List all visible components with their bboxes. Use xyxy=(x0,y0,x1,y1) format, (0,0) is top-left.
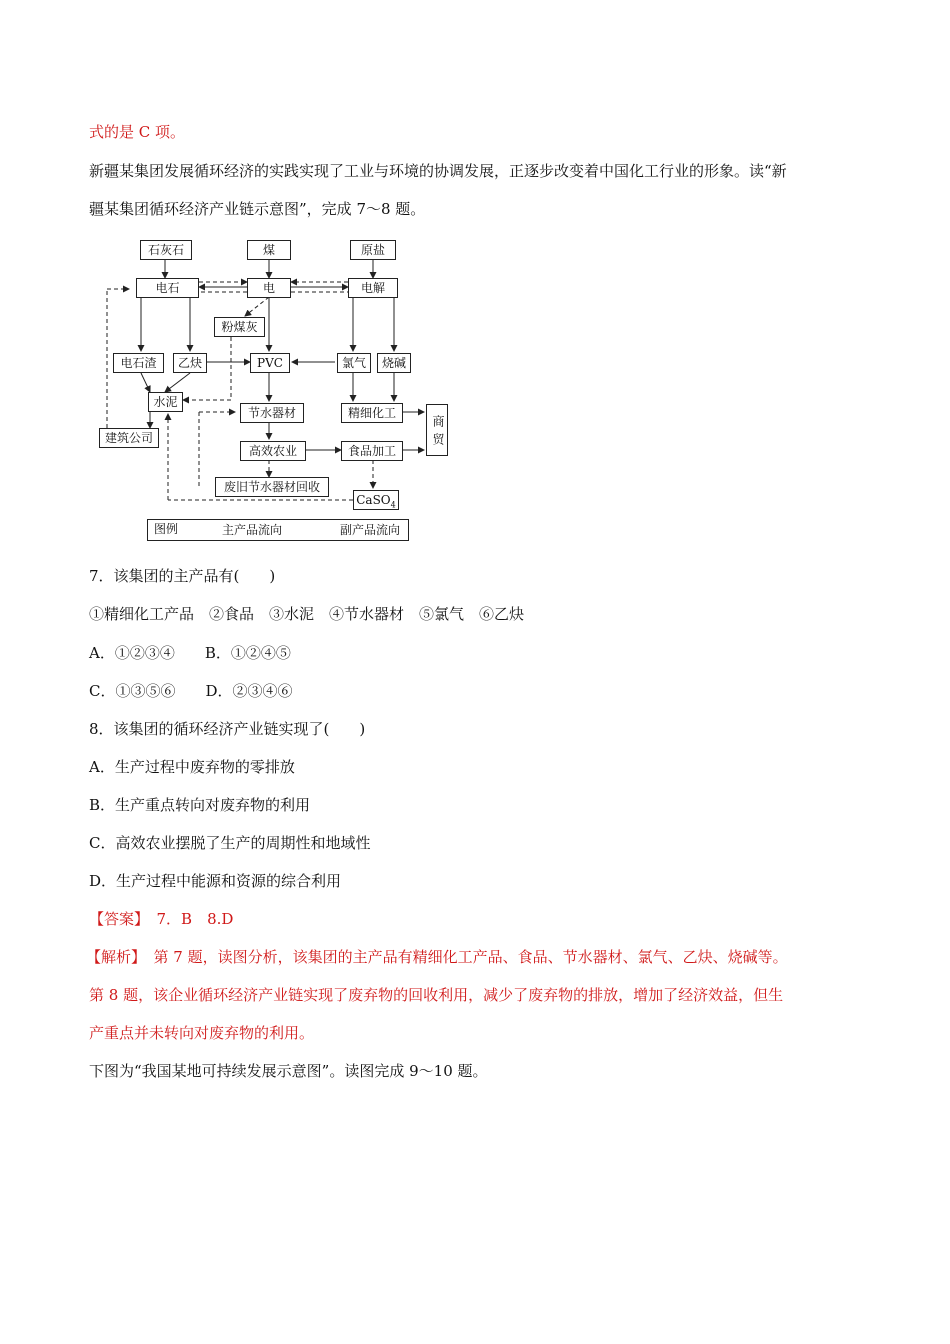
node-chlorine: 氯气 xyxy=(337,353,371,373)
text-line-1: 式的是 C 项。 xyxy=(89,123,186,141)
node-cement: 水泥 xyxy=(148,392,183,412)
explanation-line-3: 产重点并未转向对废弃物的利用。 xyxy=(89,1024,315,1042)
node-caustic-soda: 烧碱 xyxy=(377,353,411,373)
explanation-line-1: 【解析】 第 7 题，读图分析，该集团的主产品有精细化工产品、食品、节水器材、氯气、乙炔、烧碱等。 xyxy=(86,948,788,966)
node-raw-salt: 原盐 xyxy=(350,240,396,260)
legend xyxy=(147,519,409,541)
node-fine-chemical: 精细化工 xyxy=(341,403,403,423)
question-8: 8．该集团的循环经济产业链实现了( ) xyxy=(89,720,366,738)
node-food-processing: 食品加工 xyxy=(341,441,403,461)
next-intro: 下图为“我国某地可持续发展示意图”。读图完成 9～10 题。 xyxy=(89,1062,488,1080)
node-recycling: 废旧节水器材回收 xyxy=(215,477,329,497)
question-7-options-cd: C．①③⑤⑥ D．②③④⑥ xyxy=(89,682,293,700)
node-acetylene: 乙炔 xyxy=(173,353,207,373)
node-calcium-carbide: 电石 xyxy=(136,278,199,298)
question-7-items: ①精细化工产品 ②食品 ③水泥 ④节水器材 ⑤氯气 ⑥乙炔 xyxy=(89,605,525,623)
question-7: 7．该集团的主产品有( ) xyxy=(89,567,276,585)
node-electrolysis: 电解 xyxy=(348,278,398,298)
node-fly-ash: 粉煤灰 xyxy=(214,317,265,337)
question-8-option-a: A．生产过程中废弃物的零排放 xyxy=(89,758,295,776)
node-pvc: PVC xyxy=(250,353,290,373)
industry-chain-diagram xyxy=(95,236,455,546)
node-commerce: 商贸 xyxy=(426,404,448,456)
explanation-line-2: 第 8 题，该企业循环经济产业链实现了废弃物的回收利用，减少了废弃物的排放，增加了经济效益，但生 xyxy=(89,986,784,1004)
node-water-saving: 节水器材 xyxy=(240,403,304,423)
node-agriculture: 高效农业 xyxy=(240,441,306,461)
text-line-3: 疆某集团循环经济产业链示意图”，完成 7～8 题。 xyxy=(89,200,426,218)
node-coal: 煤 xyxy=(247,240,291,260)
question-8-option-d: D．生产过程中能源和资源的综合利用 xyxy=(89,872,342,890)
question-8-option-b: B．生产重点转向对废弃物的利用 xyxy=(89,796,311,814)
node-caso4: CaSO$_4$ xyxy=(353,490,399,510)
node-limestone: 石灰石 xyxy=(140,240,192,260)
question-7-options-ab: A．①②③④ B．①②④⑤ xyxy=(89,644,291,662)
node-electricity: 电 xyxy=(247,278,291,298)
legend-byproduct: 副产品流向 xyxy=(340,523,401,537)
legend-main: 主产品流向 xyxy=(222,523,283,537)
legend-label: 图例 xyxy=(154,522,179,536)
answer: 【答案】 7．B 8.D xyxy=(89,910,234,928)
question-8-option-c: C．高效农业摆脱了生产的周期性和地域性 xyxy=(89,834,371,852)
text-line-2: 新疆某集团发展循环经济的实践实现了工业与环境的协调发展，正逐步改变着中国化工行业的形象。读“新 xyxy=(89,162,787,180)
node-carbide-slag: 电石渣 xyxy=(113,353,164,373)
node-construction: 建筑公司 xyxy=(99,428,159,448)
